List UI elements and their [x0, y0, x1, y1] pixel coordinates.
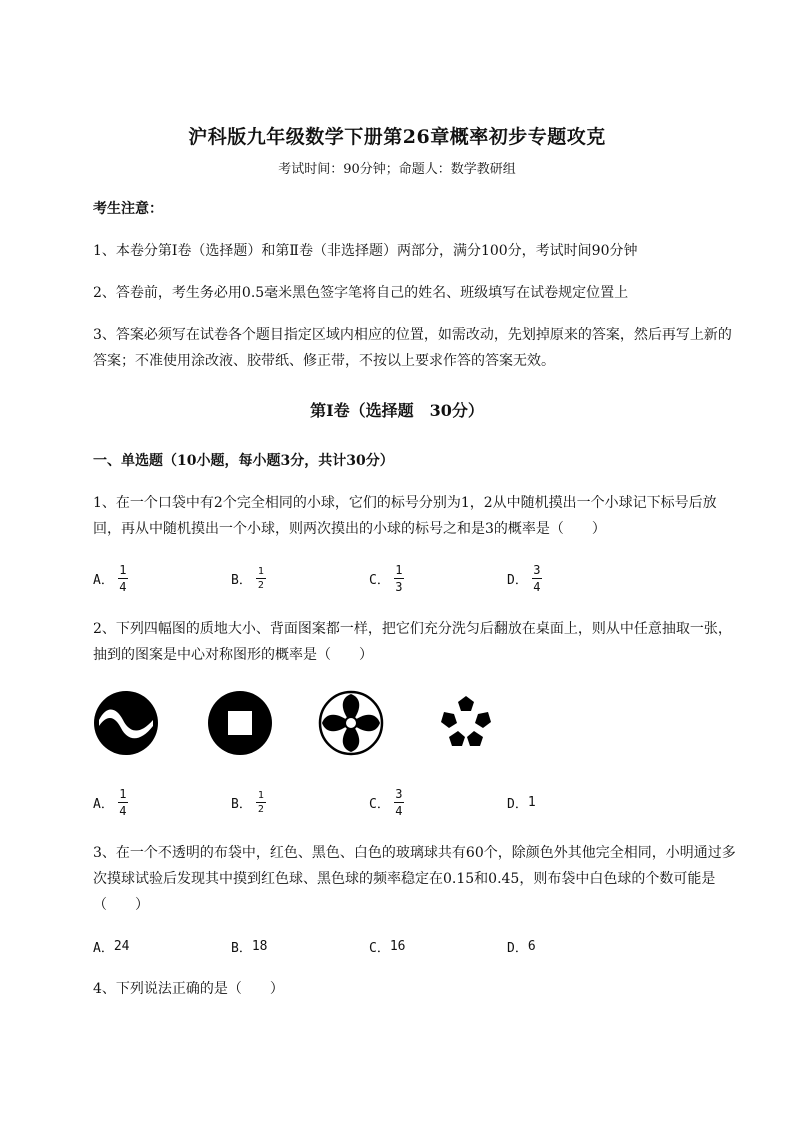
- question-3-text: 3、在一个不透明的布袋中，红色、黑色、白色的玻璃球共有60个，除颜色外其他完全相同，小明通过多次摸球试验后发现其中摸到红色球、黑色球的频率稳定在0.15和0.45，则布袋中白色球的个数可能是（ ）: [93, 845, 736, 913]
- fraction: $\frac{1}{4}$: [119, 786, 127, 818]
- exam-subtitle: 考试时间：90分钟；命题人：数学教研组: [278, 162, 516, 177]
- option-a[interactable]: [93, 558, 128, 598]
- square-in-circle-figure: [207, 690, 273, 756]
- five-pentagon-figure: [433, 690, 499, 756]
- notice-item-3: 3、答案必须写在试卷各个题目指定区域内相应的位置，如需改动，先划掉原来的答案，然后再写上新的答案；不准使用涂改液、胶带纸、修正带，不按以上要求作答的答案无效。: [93, 327, 732, 369]
- option-label: C．: [369, 572, 390, 588]
- option-value: 1: [527, 794, 536, 810]
- option-label: A．: [93, 796, 114, 812]
- fraction: $\frac{1}{4}$: [119, 562, 127, 594]
- part-heading: 一、单选题（10小题，每小题3分，共计30分）: [93, 453, 394, 469]
- question-2-text: 2、下列四幅图的质地大小、背面图案都一样，把它们充分洗匀后翻放在桌面上，则从中任意抽取一张，抽到的图案是中心对称图形的概率是（ ）: [93, 621, 732, 663]
- option-label: A．: [93, 940, 114, 956]
- option-label: B．: [231, 572, 252, 588]
- question-4-text: 4、下列说法正确的是（ ）: [93, 981, 284, 997]
- fraction: $\frac{1}{2}$: [257, 789, 264, 815]
- option-a[interactable]: [93, 926, 129, 966]
- option-c[interactable]: [369, 782, 404, 822]
- question-2-figures: [93, 690, 523, 756]
- fraction: $\frac{1}{3}$: [395, 562, 403, 594]
- four-petal-circle-figure: [318, 690, 384, 756]
- option-value: 6: [527, 938, 536, 954]
- question-2-options: [93, 782, 743, 822]
- option-d[interactable]: [507, 926, 536, 966]
- option-c[interactable]: [369, 926, 405, 966]
- fraction: $\frac{3}{4}$: [533, 562, 541, 594]
- question-1-options: [93, 558, 743, 598]
- notice-item-2: 2、答卷前，考生务必用0.5毫米黑色签字笔将自己的姓名、班级填写在试卷规定位置上: [93, 285, 629, 301]
- option-value: 18: [251, 938, 268, 954]
- option-b[interactable]: [231, 558, 266, 598]
- option-label: B．: [231, 940, 252, 956]
- option-label: A．: [93, 572, 114, 588]
- option-d[interactable]: [507, 558, 542, 598]
- option-label: C．: [369, 940, 390, 956]
- exam-title: 沪科版九年级数学下册第26章概率初步专题攻克: [188, 126, 606, 148]
- question-3-options: [93, 926, 743, 966]
- option-label: D．: [507, 796, 528, 812]
- option-b[interactable]: [231, 926, 267, 966]
- option-label: D．: [507, 572, 528, 588]
- option-d[interactable]: [507, 782, 536, 822]
- option-value: 16: [389, 938, 406, 954]
- question-1-text: 1、在一个口袋中有2个完全相同的小球，它们的标号分别为1，2从中随机摸出一个小球记下标号后放回，再从中随机摸出一个小球，则两次摸出的小球的标号之和是3的概率是（ ）: [93, 495, 717, 537]
- option-a[interactable]: [93, 782, 128, 822]
- option-label: B．: [231, 796, 252, 812]
- fraction: $\frac{3}{4}$: [395, 786, 403, 818]
- notice-item-1: 1、本卷分第I卷（选择题）和第Ⅱ卷（非选择题）两部分，满分100分，考试时间90分钟: [93, 243, 638, 259]
- wave-circle-figure: [93, 690, 159, 756]
- notice-heading: 考生注意：: [93, 201, 163, 217]
- fraction: $\frac{1}{2}$: [257, 565, 264, 591]
- option-label: C．: [369, 796, 390, 812]
- option-label: D．: [507, 940, 528, 956]
- option-value: 24: [113, 938, 130, 954]
- option-b[interactable]: [231, 782, 266, 822]
- section-title: 第I卷（选择题 30分）: [310, 401, 484, 420]
- option-c[interactable]: [369, 558, 404, 598]
